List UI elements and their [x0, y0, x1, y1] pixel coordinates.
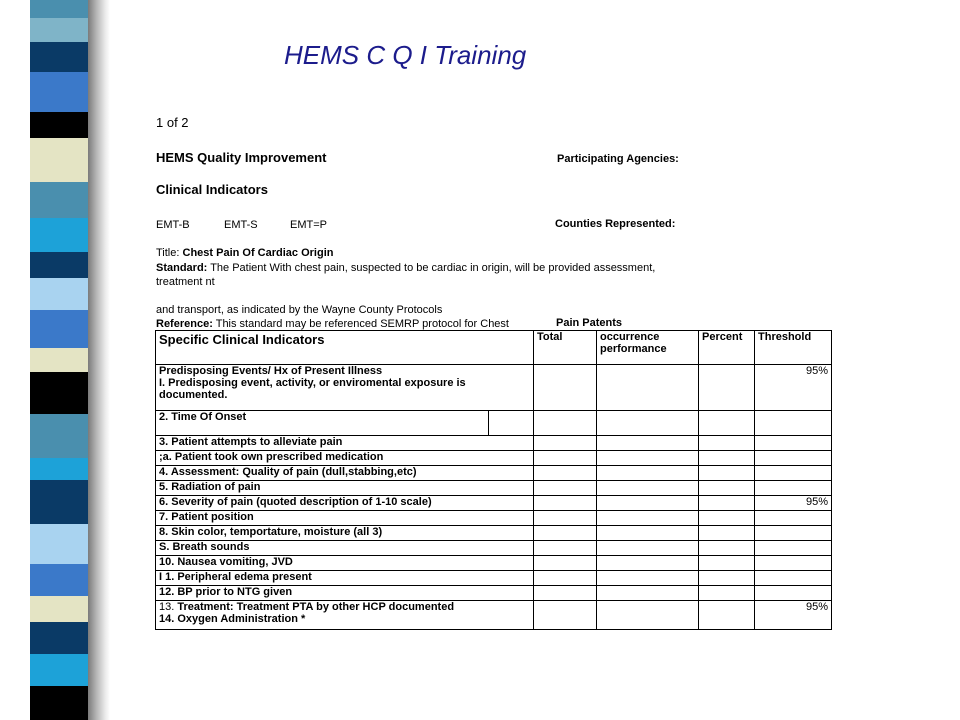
percent-cell[interactable]: [699, 411, 755, 436]
threshold-cell: [755, 526, 832, 541]
threshold-cell: [755, 586, 832, 601]
indicator-cell: S. Breath sounds: [156, 541, 534, 556]
stripe-block: [30, 622, 88, 654]
table-row: [156, 541, 832, 556]
occurrence-cell[interactable]: [597, 436, 699, 451]
table-row: [156, 511, 832, 526]
occurrence-cell[interactable]: [597, 556, 699, 571]
indicator-cell: [156, 601, 534, 630]
occurrence-cell[interactable]: [597, 496, 699, 511]
stripe-block: [30, 348, 88, 372]
threshold-cell: 95%: [755, 496, 832, 511]
percent-cell[interactable]: [699, 451, 755, 466]
occurrence-cell[interactable]: [597, 451, 699, 466]
header-occurrence-performance: occurrence performance: [597, 331, 699, 365]
stripe-block: [30, 564, 88, 596]
threshold-cell: 95%: [755, 365, 832, 411]
total-cell[interactable]: [534, 511, 597, 526]
percent-cell[interactable]: [699, 571, 755, 586]
table-row: [156, 466, 832, 481]
total-cell[interactable]: [534, 601, 597, 630]
stripe-block: [30, 0, 88, 18]
indicator-cell: [156, 365, 534, 411]
header-percent: Percent: [699, 331, 755, 365]
indicator-text: Treatment: Treatment PTA by other HCP documented: [177, 601, 455, 613]
table-row: [156, 411, 832, 436]
percent-cell[interactable]: [699, 586, 755, 601]
occurrence-cell[interactable]: [597, 481, 699, 496]
reference-overflow: Pain Patents: [556, 317, 623, 329]
title-value: Chest Pain Of Cardiac Origin: [182, 247, 334, 259]
total-cell[interactable]: [534, 411, 597, 436]
indicator-cell: 3. Patient attempts to alleviate pain: [156, 436, 534, 451]
threshold-cell: [755, 511, 832, 526]
level-emt-b: EMT-B: [156, 219, 190, 231]
stripe-block: [30, 138, 88, 182]
stripe-block: [30, 72, 88, 112]
percent-cell[interactable]: [699, 365, 755, 411]
stripe-block: [30, 18, 88, 42]
percent-cell[interactable]: [699, 481, 755, 496]
indicator-cell: 6. Severity of pain (quoted description of 1-10 scale): [156, 496, 534, 511]
threshold-cell: [755, 556, 832, 571]
stripe-block: [30, 310, 88, 348]
stripe-shadow: [88, 0, 110, 720]
indicator-cell: 4. Assessment: Quality of pain (dull,stabbing,etc): [156, 466, 534, 481]
decorative-stripe-band: [30, 0, 88, 720]
total-cell[interactable]: [534, 481, 597, 496]
stripe-block: [30, 182, 88, 218]
indicator-cell: 8. Skin color, temportature, moisture (all 3): [156, 526, 534, 541]
stripe-block: [30, 596, 88, 622]
occurrence-cell[interactable]: [597, 365, 699, 411]
occurrence-cell[interactable]: [597, 541, 699, 556]
indicator-text: 2. Time Of Onset: [156, 411, 489, 435]
header-total: Total: [534, 331, 597, 365]
split-cell: [156, 411, 533, 435]
stripe-block: [30, 524, 88, 564]
indicator-line: Predisposing Events/ Hx of Present Illness: [159, 365, 383, 377]
table-row: [156, 586, 832, 601]
table-row: [156, 556, 832, 571]
percent-cell[interactable]: [699, 601, 755, 630]
indicator-cell: [156, 411, 534, 436]
threshold-cell: [755, 451, 832, 466]
indicator-cell: I 1. Peripheral edema present: [156, 571, 534, 586]
percent-cell[interactable]: [699, 496, 755, 511]
reference-text: This standard may be referenced SEMRP protocol for Chest: [215, 318, 509, 330]
stripe-block: [30, 112, 88, 138]
clinical-indicators-table: [155, 330, 832, 630]
participating-agencies-label: Participating Agencies:: [557, 153, 679, 165]
total-cell[interactable]: [534, 466, 597, 481]
total-cell[interactable]: [534, 436, 597, 451]
indicator-line: I. Predisposing event, activity, or enviromental exposure is: [159, 377, 466, 389]
header-specific-clinical-indicators: Specific Clinical Indicators: [156, 331, 534, 365]
stripe-block: [30, 42, 88, 72]
total-cell[interactable]: [534, 556, 597, 571]
level-emt-p: EMT=P: [290, 219, 327, 231]
table-row: [156, 496, 832, 511]
threshold-cell: 95%: [755, 601, 832, 630]
stripe-block: [30, 252, 88, 278]
standard-text-3: and transport, as indicated by the Wayne County Protocols: [156, 304, 443, 316]
total-cell[interactable]: [534, 541, 597, 556]
level-emt-s: EMT-S: [224, 219, 258, 231]
counties-represented-label: Counties Represented:: [555, 218, 676, 230]
standard-line-1: [156, 262, 655, 275]
stripe-block: [30, 458, 88, 480]
page-indicator: 1 of 2: [156, 115, 189, 130]
table-row: [156, 451, 832, 466]
occurrence-cell[interactable]: [597, 586, 699, 601]
threshold-cell: [755, 481, 832, 496]
indicator-cell: 5. Radiation of pain: [156, 481, 534, 496]
standard-label: Standard:: [156, 262, 208, 274]
total-cell[interactable]: [534, 526, 597, 541]
header-threshold: Threshold: [755, 331, 832, 365]
table-row: [156, 526, 832, 541]
percent-cell[interactable]: [699, 541, 755, 556]
indicator-cell: 7. Patient position: [156, 511, 534, 526]
threshold-cell: [755, 411, 832, 436]
occurrence-cell[interactable]: [597, 526, 699, 541]
table-row: [156, 365, 832, 411]
indicator-line: [159, 601, 530, 613]
percent-cell[interactable]: [699, 466, 755, 481]
indicator-number: 13.: [159, 601, 175, 613]
stripe-block: [30, 654, 88, 686]
stripe-block: [30, 372, 88, 414]
occurrence-cell[interactable]: [597, 411, 699, 436]
indicator-line: documented.: [159, 389, 228, 401]
table-row: [156, 481, 832, 496]
total-cell[interactable]: [534, 451, 597, 466]
percent-cell[interactable]: [699, 511, 755, 526]
stripe-block: [30, 686, 88, 720]
stripe-block: [30, 480, 88, 524]
indicator-cell: 12. BP prior to NTG given: [156, 586, 534, 601]
percent-cell[interactable]: [699, 526, 755, 541]
slide-title: HEMS C Q I Training: [284, 40, 527, 70]
stripe-block: [30, 278, 88, 310]
title-line: [156, 247, 333, 260]
threshold-cell: [755, 541, 832, 556]
occurrence-cell[interactable]: [597, 511, 699, 526]
stripe-block: [30, 414, 88, 458]
percent-cell[interactable]: [699, 436, 755, 451]
table-row: [156, 601, 832, 630]
indicator-cell: ;a. Patient took own prescribed medication: [156, 451, 534, 466]
table-row: [156, 436, 832, 451]
standard-text-2: treatment nt: [156, 276, 215, 288]
total-cell[interactable]: [534, 571, 597, 586]
occurrence-cell[interactable]: [597, 571, 699, 586]
threshold-cell: [755, 436, 832, 451]
percent-cell[interactable]: [699, 556, 755, 571]
title-label: Title:: [156, 247, 180, 259]
total-cell[interactable]: [534, 496, 597, 511]
table-row: [156, 571, 832, 586]
total-cell[interactable]: [534, 586, 597, 601]
threshold-cell: [755, 466, 832, 481]
threshold-cell: [755, 571, 832, 586]
occurrence-cell[interactable]: [597, 601, 699, 630]
heading-quality-improvement: HEMS Quality Improvement: [156, 150, 327, 165]
total-cell[interactable]: [534, 365, 597, 411]
standard-text-1: The Patient With chest pain, suspected to be cardiac in origin, will be provided assessment,: [210, 262, 656, 274]
reference-label: Reference:: [156, 318, 213, 330]
stripe-block: [30, 218, 88, 252]
table-header-row: [156, 331, 832, 365]
indicator-line: 14. Oxygen Administration *: [159, 613, 306, 625]
occurrence-cell[interactable]: [597, 466, 699, 481]
indicator-cell: 10. Nausea vomiting, JVD: [156, 556, 534, 571]
heading-clinical-indicators: Clinical Indicators: [156, 182, 268, 197]
